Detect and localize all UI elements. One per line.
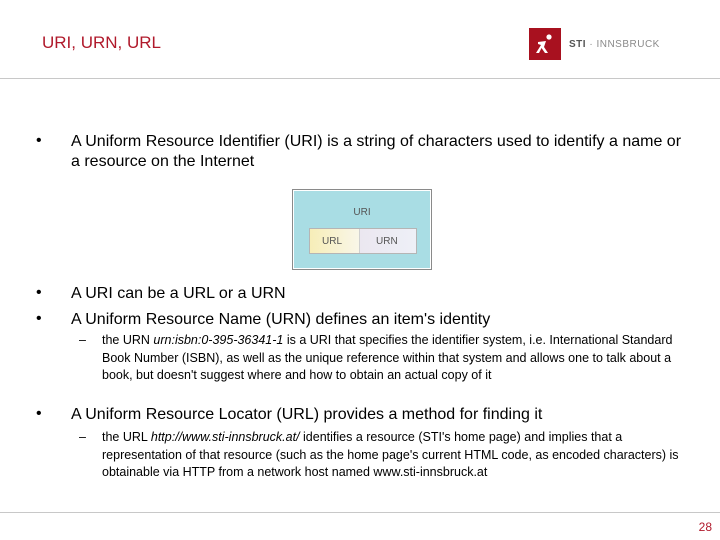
page-title: URI, URN, URL <box>42 33 162 52</box>
bullet-marker: • <box>36 310 42 327</box>
sub-bullet-url-example: the URL http://www.sti-innsbruck.at/ identifies a resource (STI's home page) and implies that a representation of that resource (such as the home page's current HTML code, as encoded characters) is obtainable via HTTP from a network host named www.sti-innsbruck.at <box>102 430 679 479</box>
sti-logo-mark-icon <box>529 28 561 60</box>
diagram-uri-box <box>309 228 417 254</box>
sti-logo-text: STI · INNSBRUCK <box>569 38 660 50</box>
page-number: 28 <box>698 520 712 534</box>
bullet-urn-definition: A Uniform Resource Name (URN) defines an item's identity <box>71 311 491 328</box>
bullet-url-definition: A Uniform Resource Locator (URL) provides a method for finding it <box>71 406 543 423</box>
diagram-urn-label: URN <box>360 229 416 253</box>
sub-bullet-marker: – <box>79 333 86 347</box>
bullet-marker: • <box>36 132 42 149</box>
bullet-uri-url-urn: A URI can be a URL or a URN <box>71 285 286 302</box>
bullet-marker: • <box>36 284 42 301</box>
sti-logo <box>529 28 660 60</box>
bullet-uri-definition: A Uniform Resource Identifier (URI) is a string of characters used to identify a name or a resource on the Internet <box>71 133 682 170</box>
bullet-marker: • <box>36 405 42 422</box>
diagram-uri-label: URI <box>353 207 371 218</box>
footer-divider <box>0 512 720 513</box>
header-divider <box>0 78 720 79</box>
diagram-url-label: URL <box>310 229 360 253</box>
sub-bullet-urn-example: the URN urn:isbn:0-395-36341-1 is a URI that specifies the identifier system, i.e. International Standard Book Number (ISBN), as well as the unique reference within that system and allows one to talk about a book, but doesn't suggest where and how to obtain an actual copy of it <box>102 333 673 382</box>
sub-bullet-marker: – <box>79 430 86 444</box>
uri-diagram <box>292 189 432 270</box>
